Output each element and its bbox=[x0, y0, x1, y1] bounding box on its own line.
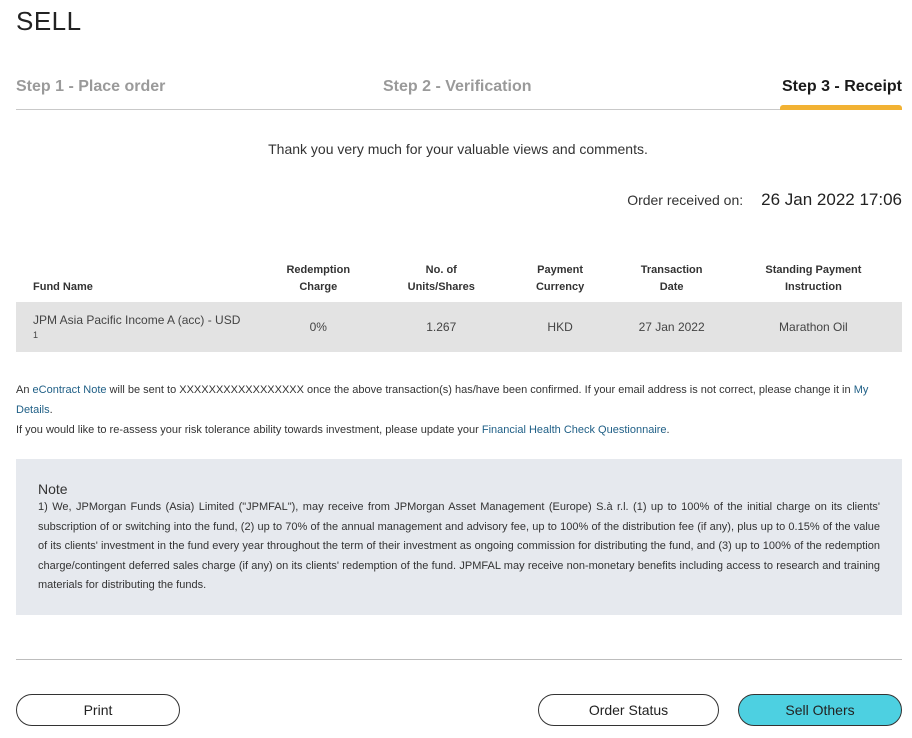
page-title: SELL bbox=[16, 6, 82, 36]
cell-transaction-date: 27 Jan 2022 bbox=[618, 302, 724, 352]
order-status-button[interactable]: Order Status bbox=[538, 694, 719, 726]
econtract-note-link[interactable]: eContract Note bbox=[32, 384, 107, 396]
divider bbox=[16, 659, 902, 660]
table-row bbox=[16, 302, 902, 352]
order-received-value: 26 Jan 2022 17:06 bbox=[761, 190, 902, 209]
active-step-underline bbox=[780, 105, 902, 110]
table-header-row bbox=[16, 258, 902, 302]
order-received bbox=[627, 190, 902, 210]
step-verification: Step 2 - Verification bbox=[383, 78, 532, 95]
info-text bbox=[16, 380, 896, 440]
step-receipt: Step 3 - Receipt bbox=[781, 78, 902, 95]
header-units: No. of Units/Shares bbox=[407, 264, 475, 293]
cell-standing-instruction: Marathon Oil bbox=[725, 302, 902, 352]
step-indicator bbox=[16, 74, 902, 110]
note-body: 1) We, JPMorgan Funds (Asia) Limited ("JPMFAL"), may receive from JPMorgan Asset Management (Europe) S.à r.l. (1) up to 100% of the initial charge on its clients' subscription of or switching into the fund, (2) up to 70% of the annual management and advisory fee, up to 100% of the distribution fee (if any), plus up to 0.15% of the value of its clients' investment in the fund every year throughout the term of their investment as ongoing commission for distributing the fund, and (3) up to 100% of the redemption charge/contingent deferred sales charge (if any) on its clients' redemption of the fund. JPMFAL may receive non-monetary benefits including access to research and training materials for distributing the funds. bbox=[38, 501, 880, 591]
order-table bbox=[16, 258, 902, 352]
sell-others-button[interactable]: Sell Others bbox=[738, 694, 902, 726]
note-box bbox=[16, 459, 902, 615]
econtract-info: An eContract Note will be sent to XXXXXXXXXXXXXXXXX once the above transaction(s) has/have been confirmed. If your email address is not correct, please change it in My Details. bbox=[16, 384, 869, 416]
risk-info: If you would like to re-assess your risk tolerance ability towards investment, please update your Financial Health Check Questionnaire. bbox=[16, 424, 670, 436]
cell-redemption-charge: 0% bbox=[256, 302, 381, 352]
header-payment-currency: Payment Currency bbox=[535, 264, 585, 293]
print-button[interactable]: Print bbox=[16, 694, 180, 726]
cell-currency: HKD bbox=[502, 302, 619, 352]
thank-you-message: Thank you very much for your valuable views and comments. bbox=[268, 141, 648, 157]
financial-health-check-link[interactable]: Financial Health Check Questionnaire bbox=[481, 424, 667, 436]
cell-fund-name: JPM Asia Pacific Income A (acc) - USD 1 bbox=[16, 302, 256, 352]
header-standing-instruction: Standing Payment Instruction bbox=[765, 264, 862, 293]
header-redemption-charge: Redemption Charge bbox=[286, 264, 351, 293]
note-title: Note bbox=[38, 481, 68, 497]
cell-units: 1.267 bbox=[381, 302, 502, 352]
header-fund-name: Fund Name bbox=[33, 281, 93, 293]
header-transaction-date: Transaction Date bbox=[640, 264, 703, 293]
my-details-link[interactable]: My Details bbox=[16, 384, 869, 416]
step-place-order: Step 1 - Place order bbox=[16, 78, 166, 95]
order-received-label: Order received on: bbox=[627, 192, 744, 208]
